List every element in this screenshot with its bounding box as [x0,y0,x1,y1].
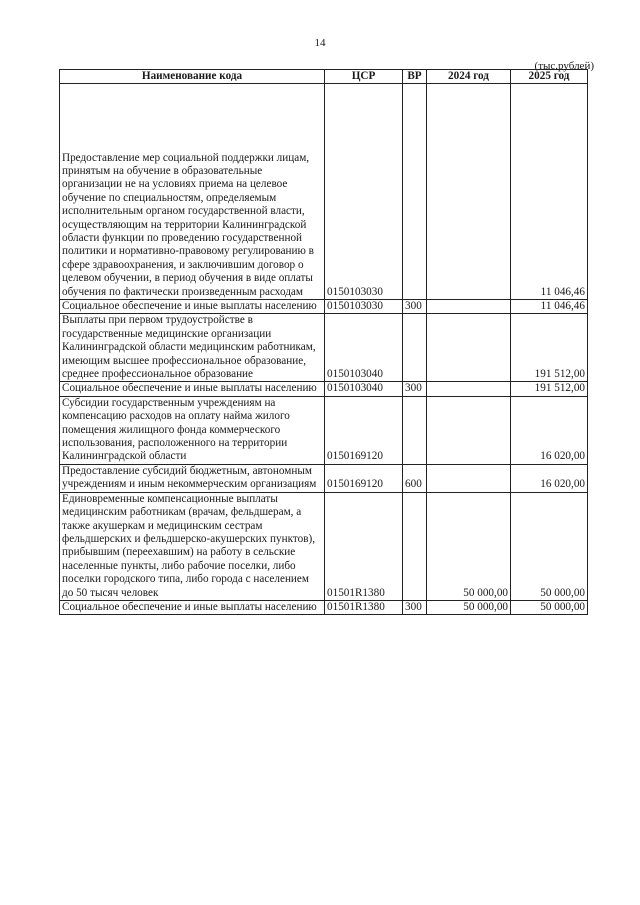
table-row [60,600,588,614]
row-vr [403,492,427,600]
table-row [60,300,588,314]
table-header-row [60,70,588,84]
row-name: Единовременные компенсационные выплаты медицинским работникам (врачам, фельдшерам, а также акушеркам и медицинским сестрам фельдшерских и фельдшерско-акушерских пунктов), прибывшим (переехавшим) на работу в сельские населенные пункты, либо рабочие поселки, либо поселки городского типа, либо города с населением до 50 тысяч человек [60,492,325,600]
header-2025: 2025 год [511,70,588,84]
row-vr [403,314,427,382]
row-csr: 0150169120 [325,396,403,464]
row-csr: 0150103040 [325,382,403,396]
row-name: Социальное обеспечение и иные выплаты населению [60,600,325,614]
row-2025: 50 000,00 [511,492,588,600]
header-2024: 2024 год [427,70,511,84]
table-row [60,396,588,464]
row-2025: 50 000,00 [511,600,588,614]
table-row [60,84,588,300]
row-2024 [427,396,511,464]
row-2025: 11 046,46 [511,84,588,300]
row-2025: 191 512,00 [511,314,588,382]
table-row [60,382,588,396]
row-vr [403,84,427,300]
row-csr: 0150103040 [325,314,403,382]
table-row [60,464,588,492]
budget-table [59,69,588,615]
row-vr [403,396,427,464]
row-2024 [427,300,511,314]
row-name: Социальное обеспечение и иные выплаты населению [60,382,325,396]
row-2024 [427,382,511,396]
unit-note: (тыс.рублей) [534,60,594,72]
row-vr: 300 [403,300,427,314]
row-vr: 300 [403,382,427,396]
header-name: Наименование кода [60,70,325,84]
row-2025: 16 020,00 [511,396,588,464]
row-2024: 50 000,00 [427,492,511,600]
row-vr: 300 [403,600,427,614]
table-row [60,492,588,600]
row-name: Субсидии государственным учреждениям на компенсацию расходов на оплату найма жилого помещения жилищного фонда коммерческого использования, расположенного на территории Калининградской области [60,396,325,464]
row-2024: 50 000,00 [427,600,511,614]
row-name: Выплаты при первом трудоустройстве в государственные медицинские организации Калининградской области медицинским работникам, имеющим высшее профессиональное образование, среднее профессиональное образование [60,314,325,382]
header-vr: ВР [403,70,427,84]
row-name: Социальное обеспечение и иные выплаты населению [60,300,325,314]
row-csr: 01501R1380 [325,492,403,600]
header-csr: ЦСР [325,70,403,84]
row-csr: 0150103030 [325,300,403,314]
row-2025: 16 020,00 [511,464,588,492]
row-vr: 600 [403,464,427,492]
row-name: Предоставление мер социальной поддержки лицам, принятым на обучение в образовательные организации не на условиях приема на целевое обучение по специальностям, определяемым исполнительным органом государственной власти, осуществляющим на территории Калининградской области функции по проведению государственной политики и нормативно-правовому регулированию в сфере здравоохранения, и заключившим договор о целевом обучении, в период обучения в виде оплаты обучения по фактически произведенным расходам [60,84,325,300]
row-csr: 0150169120 [325,464,403,492]
row-2025: 191 512,00 [511,382,588,396]
row-2024 [427,84,511,300]
row-csr: 01501R1380 [325,600,403,614]
row-2024 [427,314,511,382]
row-2024 [427,464,511,492]
row-2025: 11 046,46 [511,300,588,314]
table-row [60,314,588,382]
page-number: 14 [314,37,326,49]
row-name: Предоставление субсидий бюджетным, автономным учреждениям и иным некоммерческим организациям [60,464,325,492]
row-csr: 0150103030 [325,84,403,300]
